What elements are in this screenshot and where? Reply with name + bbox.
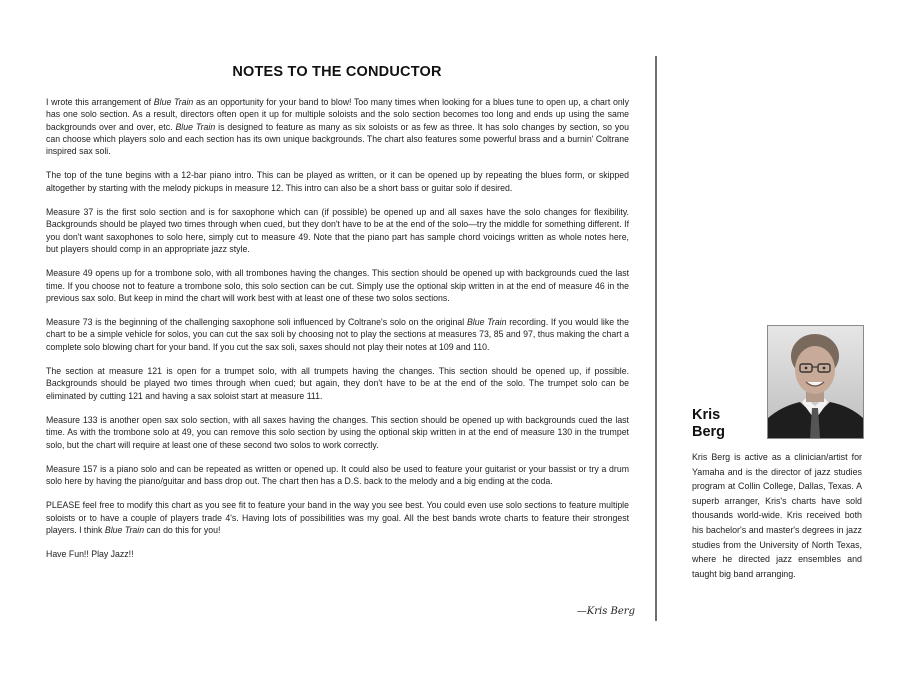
author-first-name: Kris: [692, 407, 721, 423]
paragraph-text: is designed to feature as many as six soloists or as few as three. It has solo changes by section, so you can choose which players solo and each section has its own unique backgrounds. The chart also features some powerful brass and a burnin' Coltrane inspired sax soli.: [46, 121, 629, 157]
italic-title-text: Blue Train: [104, 525, 145, 536]
page-title: NOTES TO THE CONDUCTOR: [232, 64, 442, 80]
paragraph-text: Measure 73 is the beginning of the challenging saxophone soli influenced by Coltrane's solo on the original: [46, 317, 467, 328]
conductor-notes-body: [46, 96, 629, 573]
italic-title-text: Blue Train: [175, 121, 216, 132]
signature: —Kris Berg: [576, 606, 635, 617]
author-name: [692, 407, 762, 441]
paragraph-text: Measure 37 is the first solo section and is for saxophone which can (if possible) be opened up and all saxes have the solo changes for flexibility. Backgrounds should be played two times through when cued, but they don't have to be at the end of the solo—try the middle for something different. If you don't want saxophones to solo here, simply cut to measure 49. Note that the piano part has sample chord voicings written as whole notes here, but players should comp in an appropriate jazz style.: [46, 207, 629, 254]
notes-paragraph: [46, 499, 629, 536]
notes-paragraph: [46, 267, 629, 304]
paragraph-text: Measure 157 is a piano solo and can be repeated as written or opened up. It could also be used to feature your guitarist or your bassist or try a drum solo here by having the piano/guitar and bass drop out. The chart then has a D.S. back to the melody and a big ending at the coda.: [46, 463, 629, 487]
paragraph-text: Have Fun!! Play Jazz!!: [46, 549, 134, 560]
paragraph-text: Measure 49 opens up for a trombone solo, with all trombones having the changes. This section should be opened up with backgrounds cued the last time. If you choose not to feature a trombone solo, this solo section can be cut. Simply use the optional skip written in at the end of measure 46 in the previous sax solo. But keep in mind the chart will work best with at least one of these two solos sections.: [46, 268, 629, 303]
author-bio: Kris Berg is active as a clinician/artist for Yamaha and is the director of jazz studies program at Collin College, Dallas, Texas. A superb arranger, Kris's charts have sold thousands world-wide. Kris received both his bachelor's and master's degrees in jazz studies from the University of North Texas, where he directed jazz ensembles and taught big band arranging.: [692, 452, 862, 579]
paragraph-text: Measure 133 is another open sax solo section, with all saxes having the changes. This section should be opened up with backgrounds cued the last time. As with the trombone solo at 49, you can remove this solo section by using the optional skip written in at the end of measure 130 in the trumpet solo, but the chart will require at least one of these second two solos to work correctly.: [46, 414, 629, 450]
paragraph-text: can do this for you!: [144, 525, 221, 536]
notes-paragraph: [46, 365, 629, 402]
notes-paragraph: [46, 316, 629, 353]
notes-paragraph: [46, 463, 629, 488]
author-photo: [767, 325, 864, 439]
notes-paragraph: [46, 548, 629, 560]
paragraph-text: as an opportunity for your band to blow! Too many times when looking for a blues tune to open up, a chart only has one solo section. As a result, directors often open it up for multiple soloists and the solo section becomes too long and ends up using the same backgrounds over and over, etc.: [46, 97, 630, 132]
paragraph-text: The section at measure 121 is open for a trumpet solo, with all trumpets having the changes. This section should be opened up, if possible. Backgrounds should be played two times through when cued; but again, they don't have to be at the end of the solo. The trumpet solo can be eliminated by cutting 121 and having a sax soloist start at measure 111.: [46, 366, 629, 401]
column-divider: [655, 56, 657, 621]
paragraph-text: PLEASE feel free to modify this chart as you see fit to feature your band in the way you see best. You could even use solo sections to feature multiple soloists or to have a couple of players trade 4's. Having lots of possibilities was my goal. All the best bands wrote charts to feature their strongest players. I think: [46, 500, 629, 536]
notes-paragraph: [46, 96, 629, 157]
paragraph-text: The top of the tune begins with a 12-bar piano intro. This can be played as written, or it can be opened up by repeating the blues form, or skipped altogether by starting with the melody pickups in measure 12. This intro can also be a short bass or guitar solo if desired.: [46, 170, 629, 193]
author-last-name: Berg: [692, 424, 726, 440]
author-portrait-icon: [768, 326, 863, 438]
italic-title-text: Blue Train: [153, 97, 194, 107]
notes-paragraph: [46, 414, 629, 451]
paragraph-text: I wrote this arrangement of: [46, 97, 154, 107]
notes-paragraph: [46, 169, 629, 194]
paragraph-text: recording. If you would like the chart to be a simple vehicle for solos, you can cut the sax soli by choosing not to play the sections at measures 73, 85 and 97, thus making the chart a complete solo blowing chart for your band. If you cut the sax soli, saxes should not play their notes at 109 and 110.: [46, 317, 629, 352]
notes-paragraph: [46, 206, 629, 255]
italic-title-text: Blue Train: [466, 317, 507, 328]
